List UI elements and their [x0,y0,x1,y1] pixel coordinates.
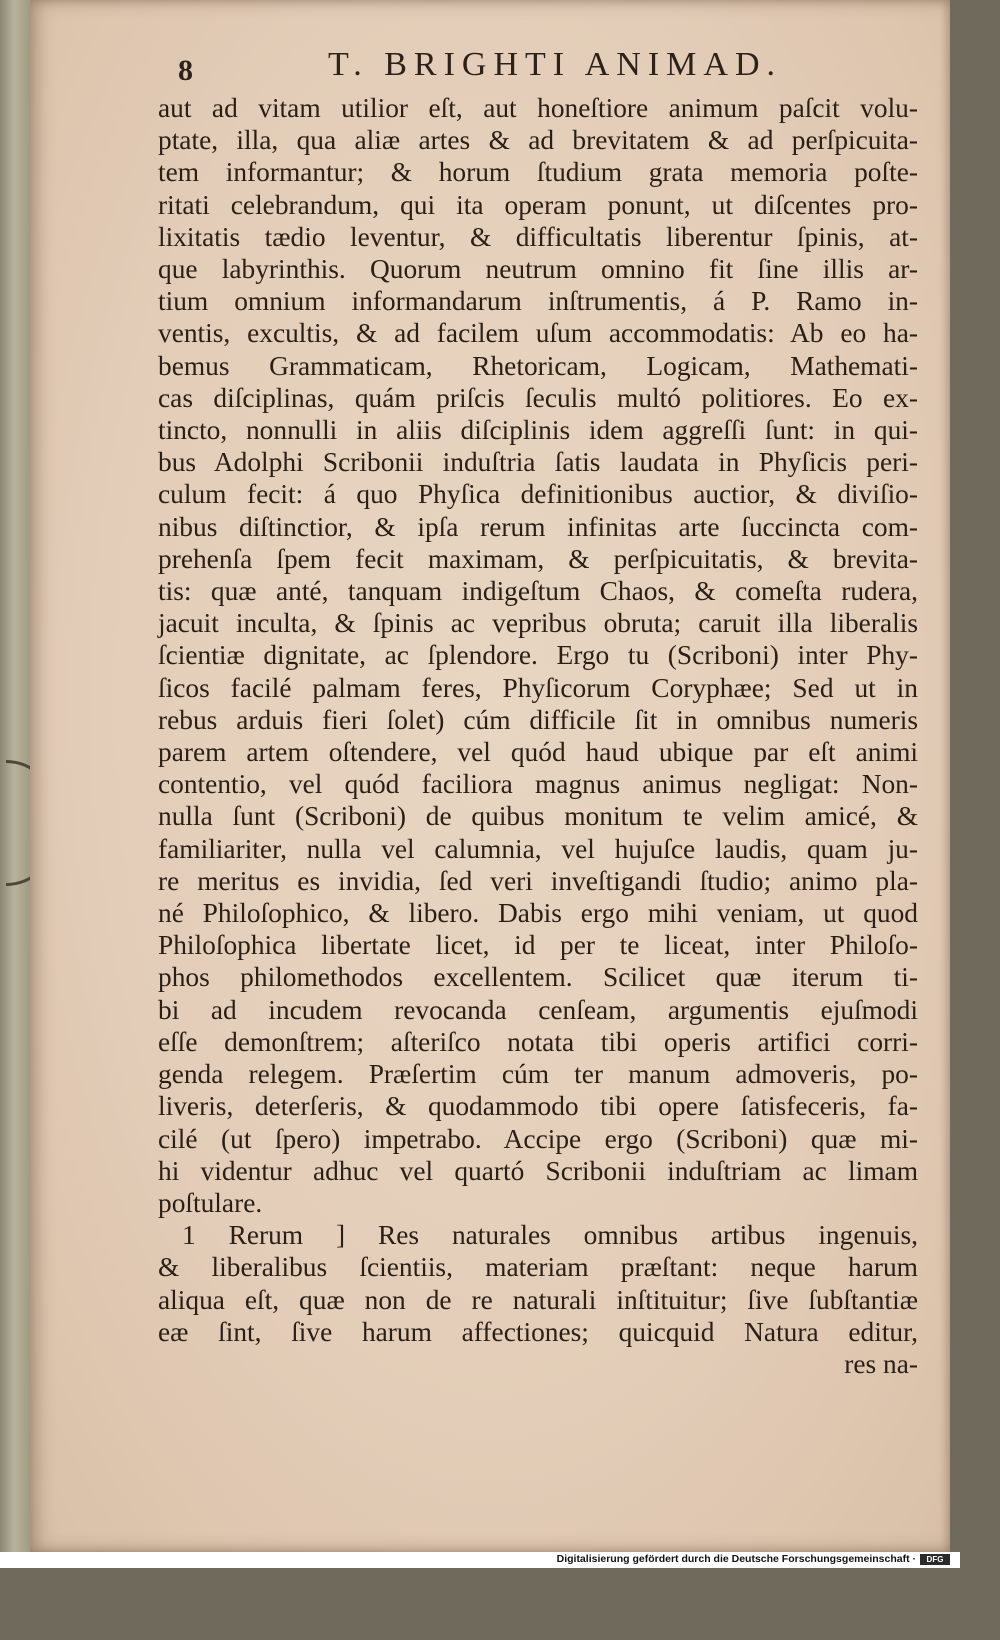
text-line: prehenſa ſpem fecit maximam, & perſpicuitatis, & brevita- [158,543,918,574]
body-text [158,92,918,1380]
text-line: re meritus es invidia, ſed veri inveſtigandi ſtudio; animo pla- [158,865,918,896]
text-line: hi videntur adhuc vel quartó Scribonii induſtriam ac limam [158,1155,918,1186]
text-line: poſtulare. [158,1187,263,1218]
page-header [178,44,818,88]
text-line: nibus diſtinctior, & ipſa rerum infinitas arte ſuccincta com- [158,511,918,542]
text-line: familiariter, nulla vel calumnia, vel hujuſce laudis, quam ju- [158,833,918,864]
page-number: 8 [178,54,193,87]
running-head: T. BRIGHTI ANIMAD. [328,46,783,83]
text-line: liveris, deterſeris, & quodammodo tibi opere ſatisfeceris, fa- [158,1091,918,1122]
text-line: aut ad vitam utilior eſt, aut honeſtiore animum paſcit volu- [158,93,918,123]
text-line: ventis, excultis, & ad facilem uſum accommodatis: Ab eo ha- [158,318,918,349]
text-line: bus Adolphi Scribonii induſtria ſatis laudata in Phyſicis peri- [158,447,918,478]
text-line: parem artem oſtendere, vel quód haud ubique par eſt animi [158,737,918,768]
text-line: né Philoſophico, & libero. Dabis ergo mihi veniam, ut quod [158,898,918,929]
dfg-logo: DFG [920,1554,950,1565]
text-line: genda relegem. Præſertim cúm ter manum admoveris, po- [158,1059,918,1090]
text-line: phos philomethodos excellentem. Scilicet quæ iterum ti- [158,962,918,993]
text-line: bemus Grammaticam, Rhetoricam, Logicam, Mathemati- [158,350,918,381]
text-line: nulla ſunt (Scriboni) de quibus monitum te velim amicé, & [158,801,918,832]
text-line: eſſe demonſtrem; aſteriſco notata tibi operis artifici corri- [158,1026,918,1057]
digitization-footer [0,1552,960,1568]
text-line: ſicos facilé palmam feres, Phyſicorum Coryphæe; Sed ut in [158,672,918,703]
text-line: que labyrinthis. Quorum neutrum omnino fit ſine illis ar- [158,254,918,285]
text-line: culum fecit: á quo Phyſica definitionibus auctior, & diviſio- [158,479,918,510]
book-page [30,0,950,1552]
text-line: ptate, illa, qua aliæ artes & ad brevitatem & ad perſpicuita- [158,125,918,156]
text-line: rebus arduis fieri ſolet) cúm difficile ſit in omnibus numeris [158,704,918,735]
text-line: tincto, nonnulli in aliis diſciplinis idem aggreſſi ſunt: in qui- [158,415,918,446]
funding-credit: Digitalisierung gefördert durch die Deutsche Forschungsgemeinschaft · [556,1553,916,1565]
text-line: aliqua eſt, quæ non de re naturali inſtituitur; ſive ſubſtantiæ [158,1284,918,1315]
text-line: jacuit inculta, & ſpinis ac vepribus obruta; caruit illa liberalis [158,608,918,639]
catchword: res na- [844,1348,918,1379]
text-line: tium omnium informandarum inſtrumentis, á P. Ramo in- [158,286,918,317]
text-line: lixitatis tædio leventur, & difficultatis liberentur ſpinis, at- [158,221,918,252]
text-line: eæ ſint, ſive harum affectiones; quicquid Natura editur, [158,1316,918,1347]
text-line: tem informantur; & horum ſtudium grata memoria poſte- [158,157,918,188]
text-line: ritati celebrandum, qui ita operam ponunt, ut diſcentes pro- [158,189,918,220]
text-line: tis: quæ anté, tanquam indigeſtum Chaos, & comeſta rudera, [158,576,918,607]
text-line: cilé (ut ſpero) impetrabo. Accipe ergo (Scriboni) quæ mi- [158,1123,918,1154]
text-line: Philoſophica libertate licet, id per te liceat, inter Philoſo- [158,930,918,961]
text-line: cas diſciplinas, quám priſcis ſeculis multó politiores. Eo ex- [158,382,918,413]
text-line: & liberalibus ſcientiis, materiam præſtant: neque harum [158,1252,918,1283]
text-line: contentio, vel quód faciliora magnus animus negligat: Non- [158,769,918,800]
text-line: 1 Rerum ] Res naturales omnibus artibus ingenuis, [182,1220,918,1251]
text-line: ſcientiæ dignitate, ac ſplendore. Ergo tu (Scriboni) inter Phy- [158,640,918,671]
text-line: bi ad incudem revocanda cenſeam, argumentis ejuſmodi [158,994,918,1025]
